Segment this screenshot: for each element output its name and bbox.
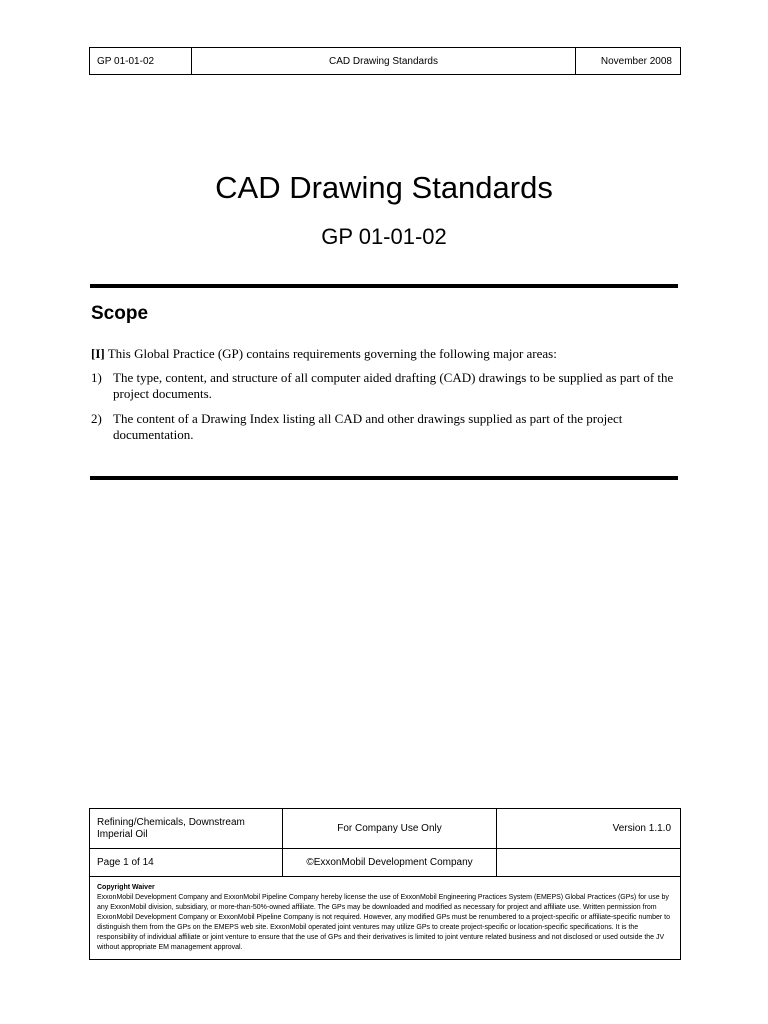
list-item-text: The content of a Drawing Index listing all CAD and other drawings supplied as part of the project documentation.: [113, 411, 623, 442]
list-item-text: The type, content, and structure of all computer aided drafting (CAD) drawings to be supplied as part of the project documents.: [113, 370, 674, 401]
copyright-text: ExxonMobil Development Company and ExxonMobil Pipeline Company hereby license the use of ExxonMobil Engineering Practices System (EMEPS) Global Practices (GPs) for use by any ExxonMobil division, subsidiary, or more-than-50%-owned affiliate. The GPs may be downloaded and modified as necessary for project and affiliate use. Written permission from ExxonMobil Development Company or ExxonMobil Pipeline Company is not required. However, any modified GPs must be renumbered to a project-specific or affiliate-specific number to distinguish them from the GPs on the EMEPS web site. ExxonMobil operated joint ventures may utilize GPs to create project-specific or location-specific specifications. It is the responsibility of individual affiliate or joint venture to ensure that the use of GPs and their derivatives is limited to joint venture related business and not disclosed or used outside the JV without appropriate EM management approval.: [97, 894, 670, 951]
header-date: November 2008: [600, 55, 672, 67]
footer-row: [90, 809, 680, 849]
header-title: CAD Drawing Standards: [192, 48, 576, 74]
list-item-number: 1): [91, 370, 102, 385]
list-item-number: 2): [91, 411, 102, 426]
footer-division-line1: Refining/Chemicals, Downstream: [97, 816, 245, 828]
footer-company: ©ExxonMobil Development Company: [283, 849, 497, 876]
list-item: [91, 370, 681, 402]
section-heading-scope: Scope: [91, 303, 149, 324]
intro-marker: [I]: [91, 346, 105, 361]
footer-division-line2: Imperial Oil: [97, 828, 148, 840]
footer-usage: For Company Use Only: [283, 809, 497, 848]
footer-version: Version 1.1.0: [612, 823, 671, 834]
list-item: [91, 411, 681, 443]
intro-paragraph: [91, 346, 681, 362]
document-subtitle: GP 01-01-02: [321, 224, 447, 249]
top-divider: [90, 284, 678, 288]
header-doc-code: GP 01-01-02: [90, 48, 192, 74]
copyright-waiver: [90, 877, 680, 959]
footer-division: [90, 809, 283, 848]
footer-page-number: Page 1 of 14: [90, 849, 283, 876]
footer-row: [90, 849, 680, 877]
document-title: CAD Drawing Standards: [215, 170, 553, 205]
page-footer: [89, 808, 681, 960]
page-header: [89, 47, 681, 75]
copyright-heading: Copyright Waiver: [97, 884, 155, 891]
intro-text: This Global Practice (GP) contains requirements governing the following major areas:: [107, 346, 557, 361]
footer-empty-cell: [497, 849, 680, 876]
bottom-divider: [90, 476, 678, 480]
